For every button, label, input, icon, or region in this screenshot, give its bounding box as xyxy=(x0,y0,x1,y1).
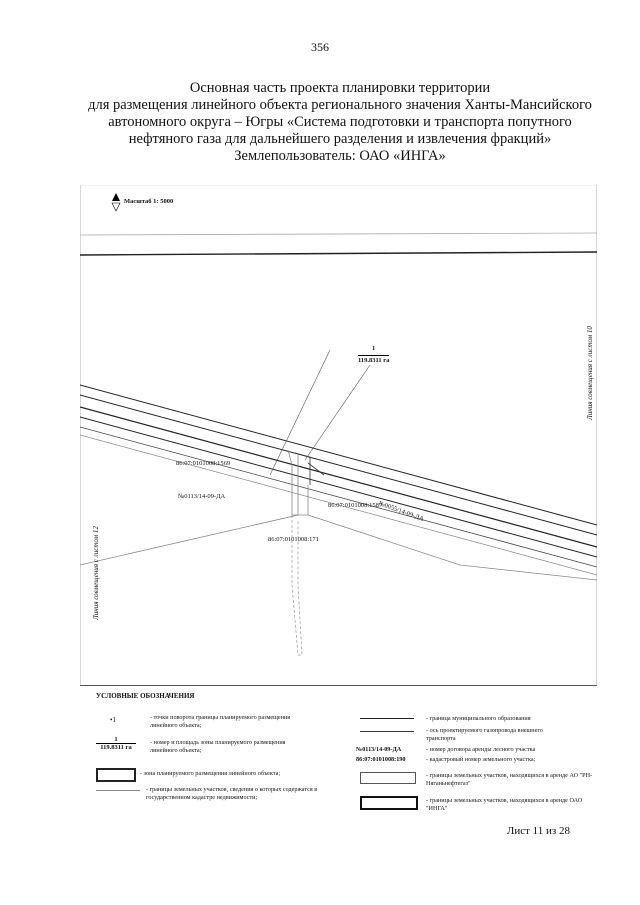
lease-label: №0113/14-09-ДА xyxy=(178,493,226,500)
map-scale: Масштаб 1: 5000 xyxy=(124,198,174,205)
side-match-line-left: Линия совмещения с листом 12 xyxy=(92,526,100,620)
legend-cad-text: - кадастровый номер земельного участка; xyxy=(426,756,536,763)
page-number: 356 xyxy=(311,40,329,54)
parcel-boundary xyxy=(80,455,298,565)
legend-inga-text: - границы земельных участков, находящихся в аренде ОАО "ИНГА" xyxy=(426,797,583,812)
parcel-boundary xyxy=(308,515,597,580)
title-line: Землепользователь: ОАО «ИНГА» xyxy=(234,148,446,164)
corridor-line xyxy=(80,407,597,547)
planned-zone-symbol xyxy=(96,768,136,782)
rn-parcel-symbol xyxy=(360,772,416,784)
legend-parcels-text: - границы земельных участков, сведения о которых содержатся в государственном кадастре недвижимости; xyxy=(146,786,318,801)
cadastral-label: 86:07:0101008:1569 xyxy=(176,460,231,467)
corridor-line xyxy=(80,395,597,535)
point-symbol-icon: •1 xyxy=(110,716,116,724)
map-frame xyxy=(80,185,597,685)
legend-lease-example: №0113/14-09-ДА xyxy=(356,746,402,753)
zone-area: 119.8311 га xyxy=(358,357,390,364)
leader-line xyxy=(270,350,330,475)
leader-line xyxy=(305,365,370,460)
legend-zone-text: - номер и площадь зоны планируемого размещения линейного объекта; xyxy=(150,739,286,754)
legend-lease-text: - номер договора аренды лесного участка xyxy=(426,746,536,753)
pipeline-line-symbol xyxy=(360,731,414,732)
north-arrow-icon xyxy=(112,203,120,211)
legend-rn-text: - границы земельных участков, находящихся в аренде АО "РН-Няганьнефтегаз" xyxy=(426,772,593,787)
cadastral-label: 86:07:0101008:1587 xyxy=(328,502,383,509)
title-line: нефтяного газа для дальнейшего разделения и извлечения фракций» xyxy=(128,131,552,147)
north-arrow-icon xyxy=(112,193,120,201)
legend-planned-zone-text: - зона планируемого размещения линейного объекта; xyxy=(140,770,281,777)
legend-point-text: - точки поворота границы планируемого размещения линейного объекта; xyxy=(150,714,291,729)
zone-symbol xyxy=(96,736,136,751)
corridor-line xyxy=(80,417,597,557)
zone-symbol-area: 119.8311 га xyxy=(96,743,136,751)
map-drawing xyxy=(80,185,597,685)
title-line: для размещения линейного объекта регионального значения Ханты-Мансийского xyxy=(88,97,592,113)
legend-title: УСЛОВНЫЕ ОБОЗНАЧЕНИЯ xyxy=(96,692,195,700)
legend-municipal-text: - граница муниципального образования xyxy=(426,715,531,722)
cadastral-label: 86:07:0101008:171 xyxy=(268,536,319,543)
legend-pipeline-text: - ось проектируемого газопровода внешнего транспорта xyxy=(426,727,543,742)
inga-parcel-symbol xyxy=(360,796,418,810)
lease-label: №0055/14-09-ДА xyxy=(377,500,425,523)
zone-number: 1 xyxy=(372,345,376,352)
legend xyxy=(80,685,597,824)
municipal-line-symbol xyxy=(360,718,414,719)
title-line: Основная часть проекта планировки территории xyxy=(189,80,491,96)
document-title xyxy=(80,80,600,165)
parcel-line-symbol xyxy=(96,790,140,791)
side-match-line-right: Линия совмещения с листом 10 xyxy=(586,326,594,420)
municipal-boundary xyxy=(80,252,597,255)
zone-symbol-num: 1 xyxy=(114,736,118,743)
legend-cad-example: 86:07:0101008:190 xyxy=(356,756,406,763)
top-road-line xyxy=(80,233,597,235)
point-symbol-num: 1 xyxy=(112,716,116,724)
corridor-line xyxy=(80,427,597,567)
sheet-number: Лист 11 из 28 xyxy=(506,825,570,837)
title-line: автономного округа – Югры «Система подготовки и транспорта попутного xyxy=(108,114,572,130)
